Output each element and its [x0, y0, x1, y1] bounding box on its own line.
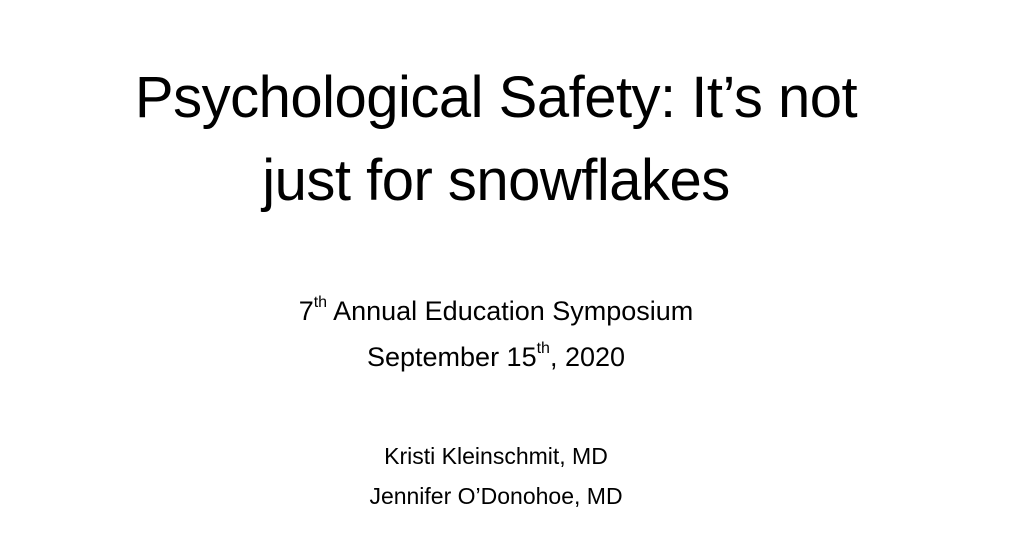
slide-title-line-1: Psychological Safety: It’s not: [134, 65, 858, 130]
author-name: Jennifer O’Donohoe, MD: [369, 483, 623, 509]
event-date-rest: , 2020: [549, 342, 626, 372]
event-date: [0, 334, 992, 380]
event-ordinal-number: 7: [298, 296, 314, 326]
event-name: [0, 288, 992, 334]
author-name: Kristi Kleinschmit, MD: [384, 443, 608, 469]
slide-title-line-2: just for snowflakes: [262, 148, 730, 213]
authors: [0, 436, 992, 516]
event-date-suffix: th: [536, 340, 550, 357]
event-info: [0, 288, 992, 380]
slide-title: [40, 56, 952, 222]
event-date-prefix: September 15: [366, 342, 537, 372]
event-ordinal-suffix: th: [313, 294, 328, 311]
event-name-text: Annual Education Symposium: [327, 296, 694, 326]
